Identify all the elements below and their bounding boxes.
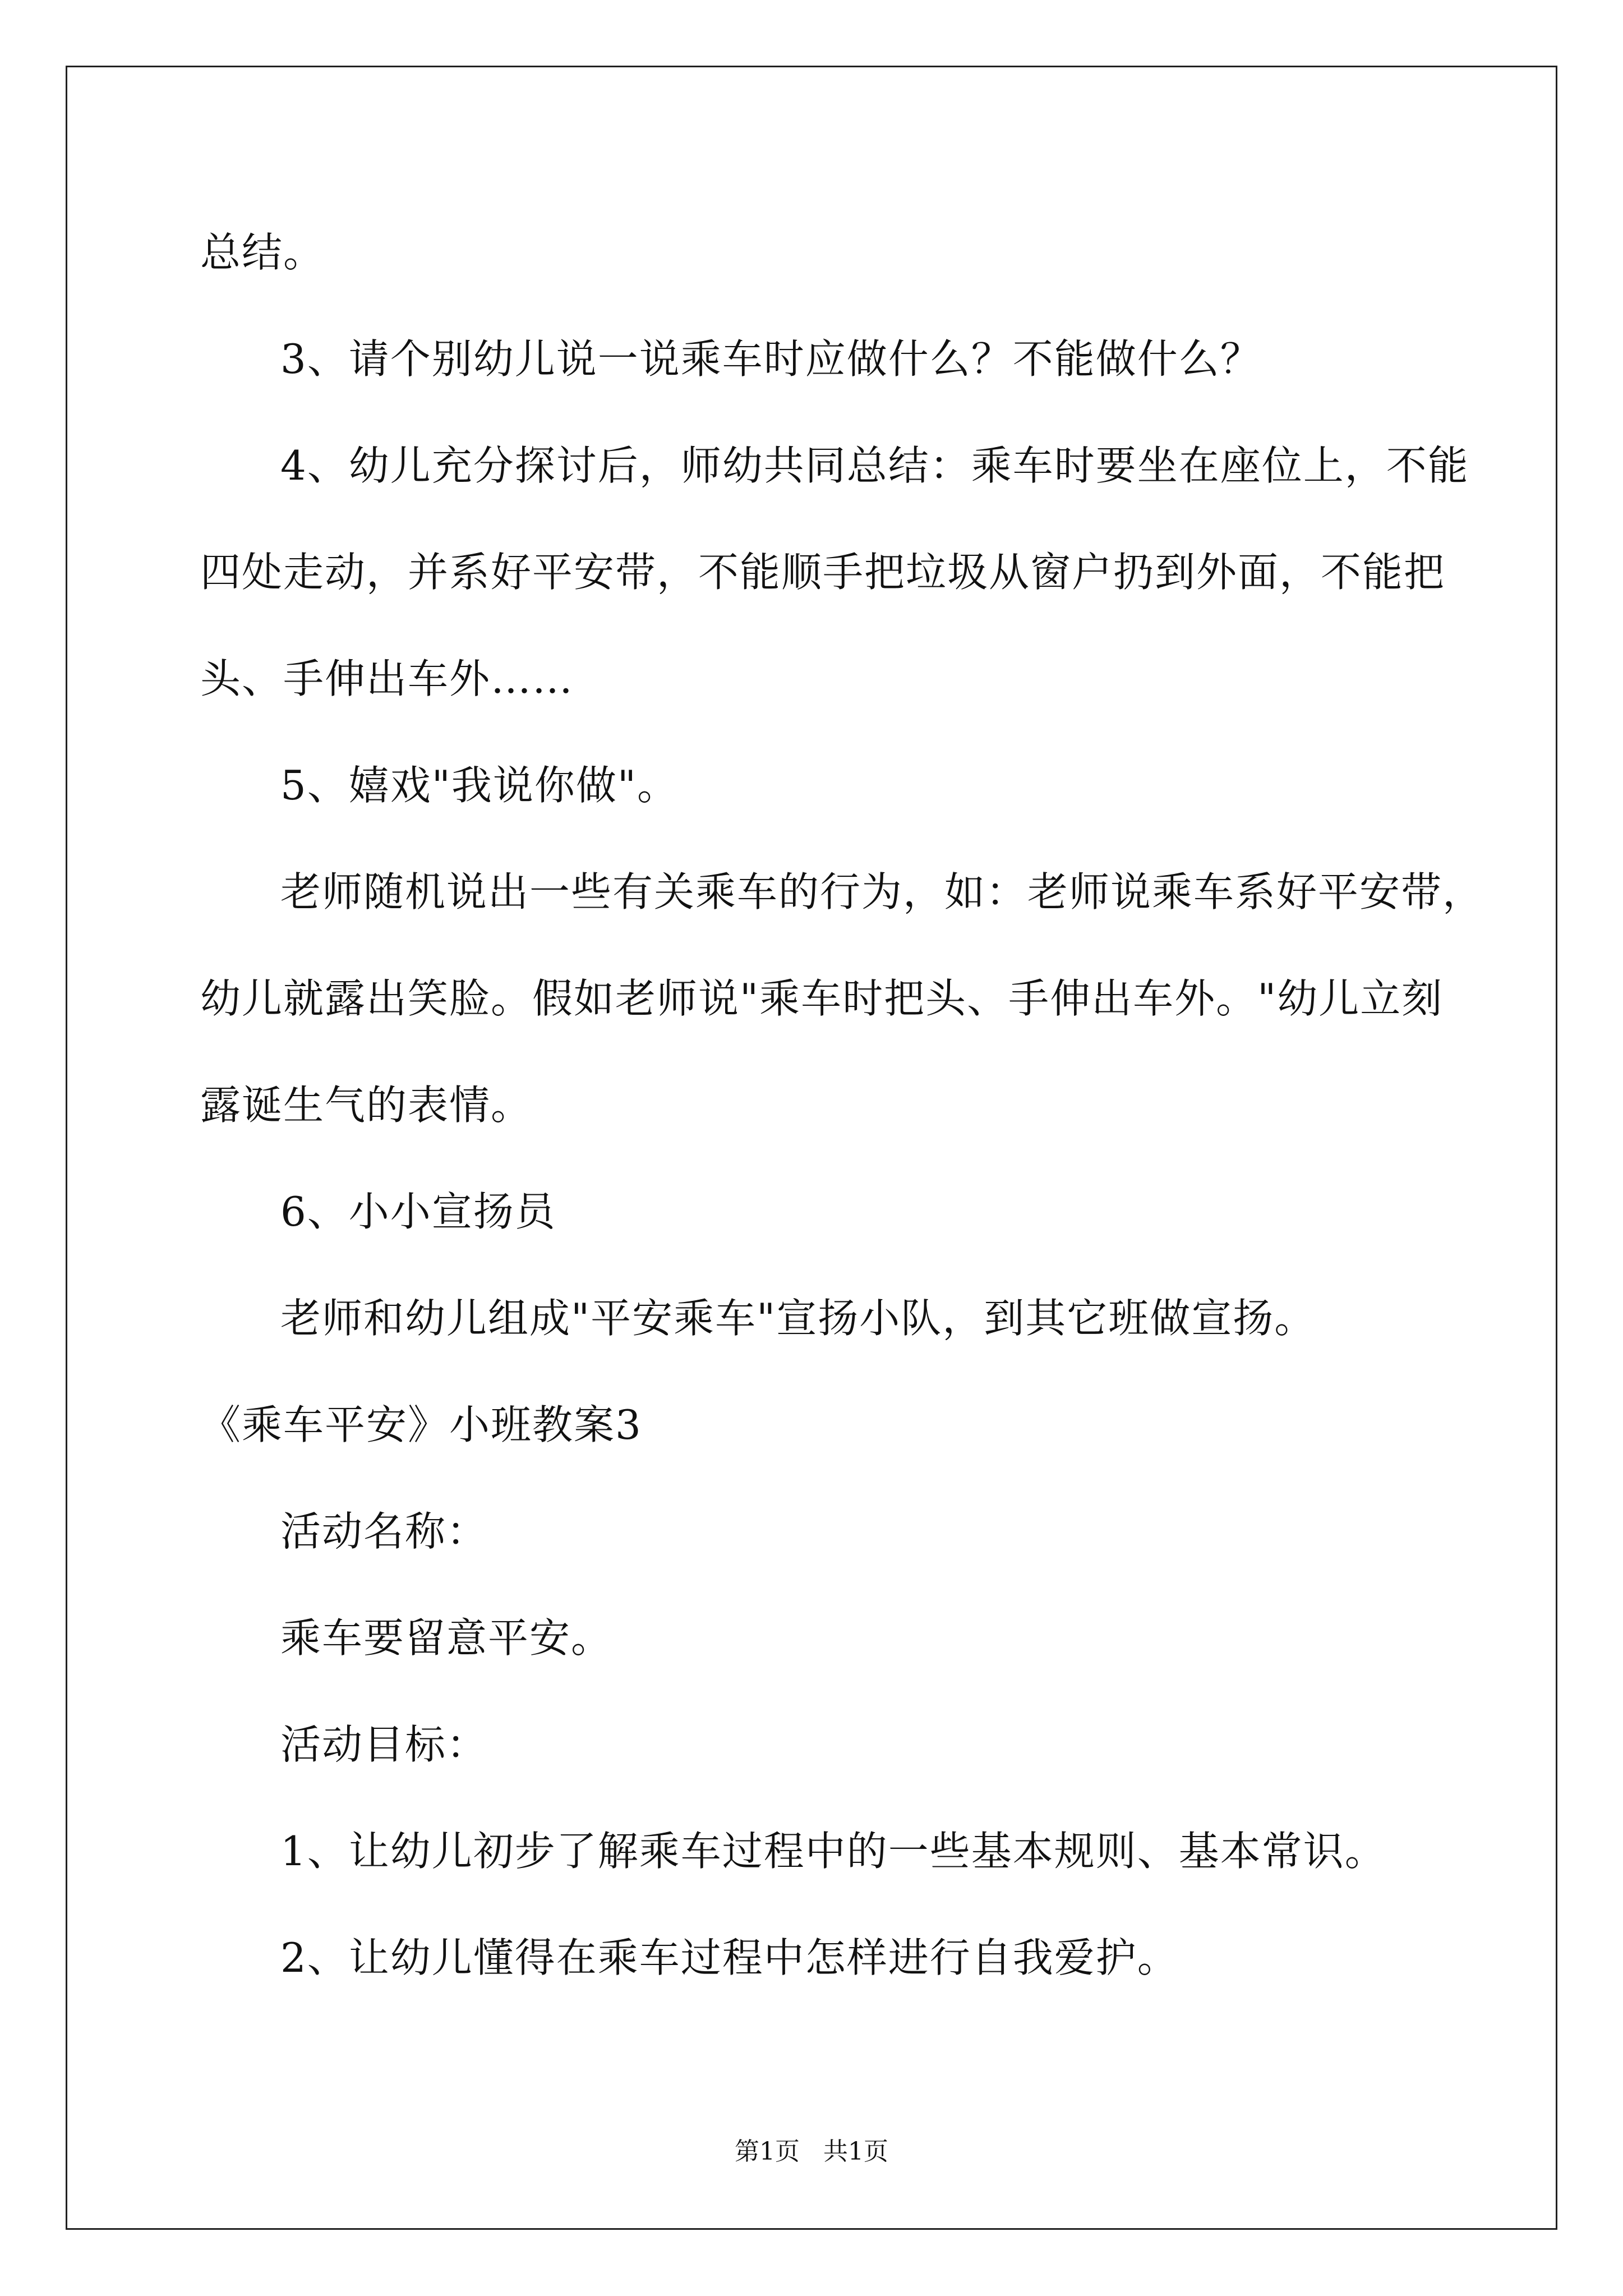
paragraph-line: 老师和幼儿组成"平安乘车"宣扬小队，到其它班做宣扬。 [280,1295,1316,1342]
section-heading: 《乘车平安》小班教案3 [200,1401,642,1448]
paragraph-line: 乘车要留意平安。 [280,1614,613,1662]
paragraph-line: 5、嬉戏"我说你做"。 [280,762,679,809]
paragraph-line: 1、让幼儿初步了解乘车过程中的一些基本规则、基本常识。 [280,1828,1386,1875]
paragraph-line: 活动名称： [280,1508,488,1555]
paragraph-line: 露诞生气的表情。 [200,1082,533,1129]
paragraph-line: 3、请个别幼儿说一说乘车时应做什么？不能做什么？ [280,335,1262,383]
paragraph-line: 活动目标： [280,1721,488,1768]
paragraph-line: 4、幼儿充分探讨后，师幼共同总结：乘车时要坐在座位上，不能 [280,442,1469,489]
page-border [66,66,1557,2230]
paragraph-line: 总结。 [200,229,325,276]
paragraph-line: 6、小小宣扬员 [280,1188,556,1235]
paragraph-line: 头、手伸出车外…… [200,655,574,702]
paragraph-line: 四处走动，并系好平安带，不能顺手把垃圾从窗户扔到外面，不能把 [200,549,1446,596]
paragraph-line: 老师随机说出一些有关乘车的行为，如：老师说乘车系好平安带， [280,868,1484,915]
page-footer: 第1页 共1页 [735,2137,888,2166]
paragraph-line: 幼儿就露出笑脸。假如老师说"乘车时把头、手伸出车外。"幼儿立刻 [200,975,1444,1022]
paragraph-line: 2、让幼儿懂得在乘车过程中怎样进行自我爱护。 [280,1934,1179,1981]
